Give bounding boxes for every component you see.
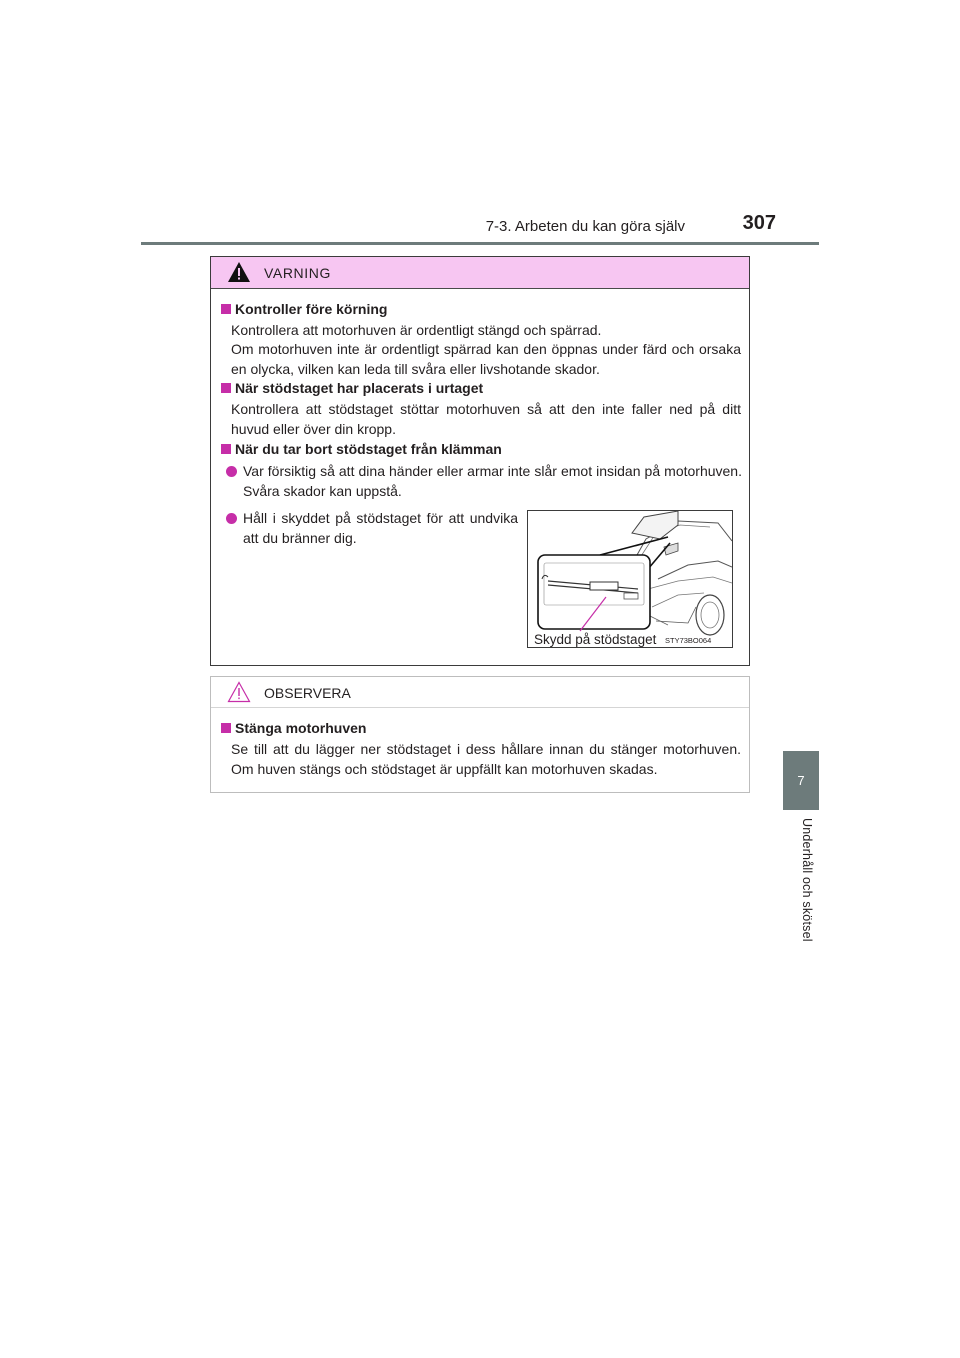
notice-header [211, 677, 749, 708]
chapter-section-title: 7-3. Arbeten du kan göra själv [485, 218, 685, 235]
paragraph: Om motorhuven inte är ordentligt spärrad kan den öppnas under färd och orsaka en olycka, vilken kan leda till svåra eller livshotande skador. [231, 341, 741, 377]
paragraph: Se till att du lägger ner stödstaget i dess hållare innan du stänger motorhuven. Om huven stängs och stödstaget är uppfällt kan motorhuven skadas. [231, 741, 741, 777]
notice-box [210, 676, 750, 793]
paragraph: Kontrollera att motorhuven är ordentligt stängd och spärrad. [231, 322, 602, 338]
caution-triangle-icon [227, 681, 251, 703]
page-number: 307 [742, 212, 776, 234]
illustration-code: STY73BO064 [665, 636, 712, 645]
round-bullet-icon [226, 466, 237, 477]
hood-support-illustration [527, 510, 733, 648]
square-bullet-icon [221, 444, 231, 454]
warning-label: VARNING [264, 265, 331, 281]
warning-header [211, 257, 749, 289]
square-bullet-icon [221, 723, 231, 733]
chapter-tab-title: Underhåll och skötsel [800, 818, 814, 942]
list-item: Håll i skyddet på stödstaget för att undvika att du bränner dig. [226, 509, 518, 548]
car-hood-icon [528, 511, 732, 647]
square-bullet-icon [221, 304, 231, 314]
paragraph: Kontrollera att stödstaget stöttar motorhuven så att den inte faller ned på ditt huvud eller över din kropp. [231, 401, 741, 437]
warning-triangle-icon [227, 261, 251, 283]
notice-label: OBSERVERA [264, 685, 351, 701]
header-rule [141, 242, 819, 245]
square-bullet-icon [221, 383, 231, 393]
list-item: Var försiktig så att dina händer eller armar inte slår emot insidan på motorhuven. Svåra skador kan uppstå. [226, 462, 742, 501]
section-heading: Kontroller före körning [221, 301, 387, 317]
illustration-caption: Skydd på stödstaget [534, 632, 657, 647]
section-heading: Stänga motorhuven [221, 720, 366, 736]
chapter-tab[interactable]: 7 [783, 751, 819, 810]
section-heading: När du tar bort stödstaget från klämman [221, 441, 502, 457]
section-heading: När stödstaget har placerats i urtaget [221, 380, 483, 396]
round-bullet-icon [226, 513, 237, 524]
warning-box [210, 256, 750, 666]
